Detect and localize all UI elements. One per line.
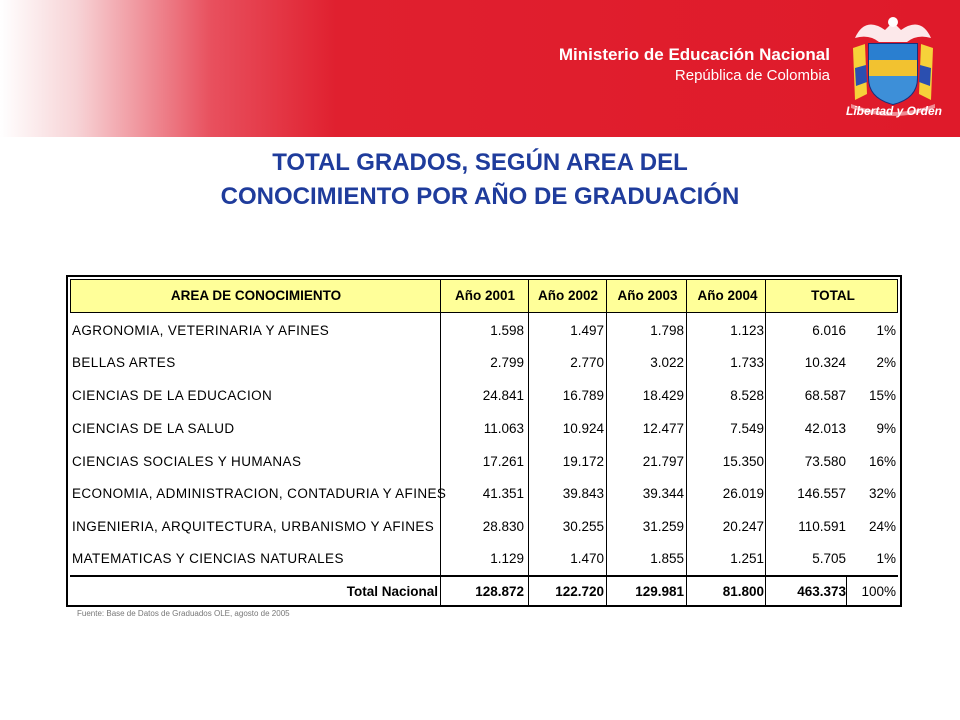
country-name: República de Colombia	[674, 67, 830, 84]
title-line-2: CONOCIMIENTO POR AÑO DE GRADUACIÓN	[220, 183, 740, 210]
total-percent: 100%	[861, 584, 896, 599]
value-2001: 28.830	[482, 519, 524, 534]
value-total: 68.587	[804, 388, 846, 403]
value-percent: 2%	[876, 355, 896, 370]
value-percent: 9%	[876, 421, 896, 436]
value-2002: 39.843	[562, 486, 604, 501]
value-percent: 16%	[868, 454, 896, 469]
table-row	[70, 413, 898, 445]
source-note: Fuente: Base de Datos de Graduados OLE, agosto de 2005	[77, 609, 290, 618]
area-cell: AGRONOMIA, VETERINARIA Y AFINES	[72, 323, 330, 338]
motto-label: Libertad y Orden	[845, 104, 943, 118]
value-total: 42.013	[804, 421, 846, 436]
total-total: 463.373	[797, 584, 846, 599]
value-2003: 12.477	[642, 421, 684, 436]
value-2004: 20.247	[722, 519, 764, 534]
value-2003: 31.259	[642, 519, 684, 534]
table-row	[70, 511, 898, 543]
value-percent: 1%	[876, 551, 896, 566]
header-2001: Año 2001	[454, 288, 516, 303]
table-row	[70, 380, 898, 412]
value-2003: 1.855	[650, 551, 684, 566]
value-2002: 30.255	[562, 519, 604, 534]
area-cell: CIENCIAS DE LA SALUD	[72, 421, 235, 436]
total-row	[70, 575, 898, 607]
value-2001: 17.261	[482, 454, 524, 469]
value-total: 6.016	[812, 323, 846, 338]
total-2004: 81.800	[722, 584, 764, 599]
total-2002: 122.720	[555, 584, 604, 599]
value-total: 5.705	[812, 551, 846, 566]
area-cell: CIENCIAS SOCIALES Y HUMANAS	[72, 454, 302, 469]
value-2001: 1.598	[490, 323, 524, 338]
value-2002: 16.789	[562, 388, 604, 403]
total-2003: 129.981	[635, 584, 684, 599]
table-row	[70, 315, 898, 347]
ministry-name: Ministerio de Educación Nacional	[558, 45, 830, 64]
value-2002: 1.470	[570, 551, 604, 566]
value-2004: 7.549	[730, 421, 764, 436]
value-2003: 39.344	[642, 486, 684, 501]
title-line-1: TOTAL GRADOS, SEGÚN AREA DEL	[272, 149, 688, 176]
header-2003: Año 2003	[617, 288, 678, 303]
value-2004: 26.019	[722, 486, 764, 501]
header-total: TOTAL	[811, 288, 855, 303]
value-percent: 1%	[876, 323, 896, 338]
value-2002: 1.497	[570, 323, 604, 338]
value-2002: 10.924	[562, 421, 604, 436]
header-area: AREA DE CONOCIMIENTO	[170, 288, 342, 303]
table-row	[70, 478, 898, 510]
page-title	[0, 146, 960, 214]
value-2003: 21.797	[642, 454, 684, 469]
value-2003: 3.022	[650, 355, 684, 370]
header-banner	[0, 0, 960, 137]
value-2001: 24.841	[482, 388, 524, 403]
value-2003: 1.798	[650, 323, 684, 338]
ministry-block	[559, 44, 830, 86]
value-2004: 1.251	[730, 551, 764, 566]
area-cell: CIENCIAS DE LA EDUCACION	[72, 388, 273, 403]
value-2004: 15.350	[722, 454, 764, 469]
value-2002: 19.172	[562, 454, 604, 469]
total-2001: 128.872	[475, 584, 524, 599]
value-2004: 8.528	[730, 388, 764, 403]
value-total: 73.580	[804, 454, 846, 469]
value-total: 146.557	[797, 486, 846, 501]
value-2002: 2.770	[570, 355, 604, 370]
value-percent: 15%	[868, 388, 896, 403]
value-2001: 11.063	[483, 421, 524, 436]
value-percent: 32%	[868, 486, 896, 501]
value-2001: 1.129	[490, 551, 524, 566]
value-total: 10.324	[804, 355, 846, 370]
area-cell: ECONOMIA, ADMINISTRACION, CONTADURIA Y AFINES	[72, 486, 447, 501]
value-percent: 24%	[868, 519, 896, 534]
table-row	[70, 347, 898, 379]
table-header-row	[70, 279, 898, 313]
table-row	[70, 543, 898, 575]
area-cell: BELLAS ARTES	[72, 355, 176, 370]
value-2003: 18.429	[642, 388, 684, 403]
value-2004: 1.123	[730, 323, 764, 338]
header-2002: Año 2002	[537, 288, 599, 303]
value-2001: 41.351	[482, 486, 524, 501]
header-2004: Año 2004	[697, 288, 758, 303]
total-label: Total Nacional	[346, 584, 438, 599]
area-cell: MATEMATICAS Y CIENCIAS NATURALES	[72, 551, 344, 566]
value-2004: 1.733	[730, 355, 764, 370]
table-row	[70, 446, 898, 478]
area-cell: INGENIERIA, ARQUITECTURA, URBANISMO Y AFINES	[72, 519, 435, 534]
value-2001: 2.799	[490, 355, 524, 370]
graduates-table	[66, 275, 902, 607]
value-total: 110.591	[798, 519, 846, 534]
